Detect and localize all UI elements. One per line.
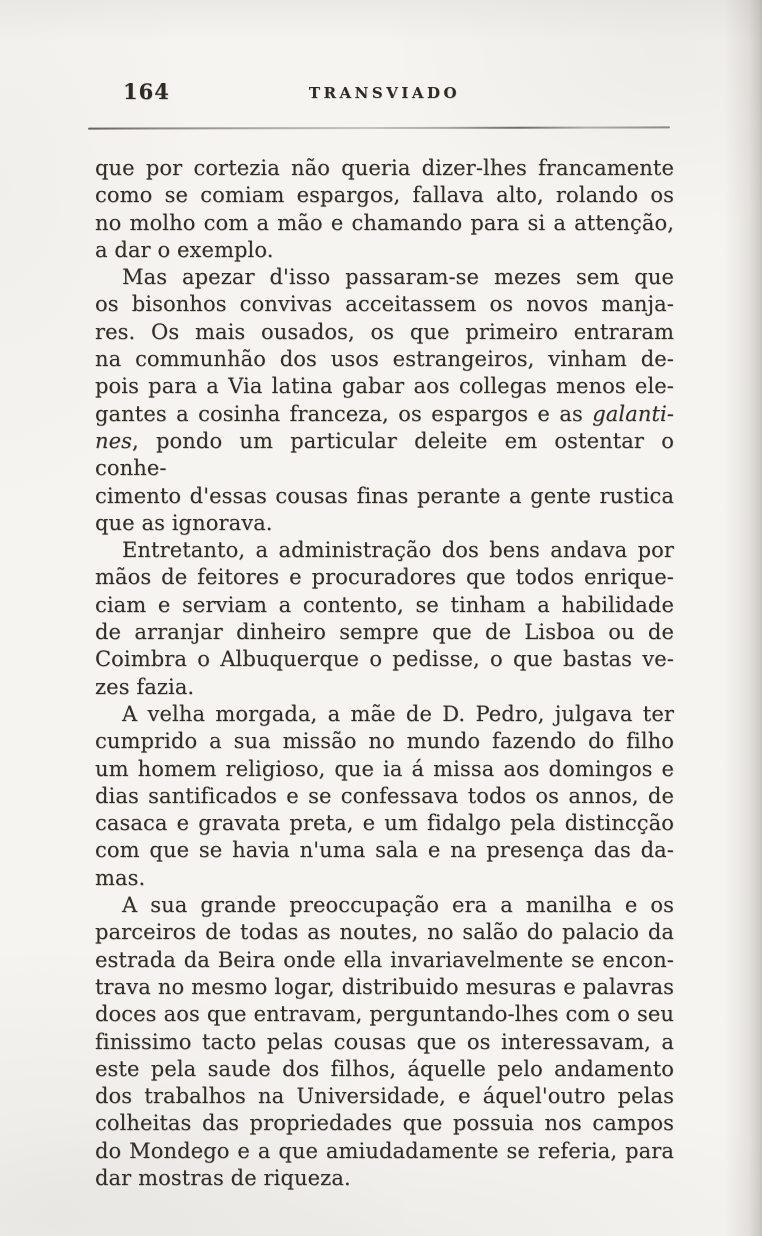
- body-text: um homem religioso, que ia á missa aos domingos e: [95, 756, 674, 781]
- body-text: este pela saude dos filhos, áquelle pelo andamento: [95, 1056, 674, 1081]
- text-line: [95, 892, 674, 919]
- text-line: [95, 510, 674, 537]
- text-line: [95, 947, 674, 974]
- text-line: [95, 783, 674, 810]
- body-text: zes fazia.: [95, 674, 195, 699]
- text-line: [95, 619, 674, 646]
- text-line: [95, 564, 674, 591]
- text-line: [95, 728, 674, 755]
- body-text: dos trabalhos na Universidade, e áquel'outro pelas: [95, 1084, 674, 1109]
- body-text: parceiros de todas as noutes, no salão do palacio da: [95, 920, 674, 945]
- text-line: [95, 237, 674, 264]
- text-line: [95, 291, 674, 318]
- body-text: mas.: [95, 865, 146, 890]
- body-text: res. Os mais ousados, os que primeiro entraram: [95, 319, 674, 344]
- page-header: [95, 76, 674, 104]
- text-line: [95, 756, 674, 783]
- text-line: [95, 346, 674, 373]
- body-text: no molho com a mão e chamando para si a attenção,: [95, 210, 674, 235]
- text-line: [95, 182, 674, 209]
- header-rule-divider: [88, 126, 670, 129]
- body-text: que as ignorava.: [95, 510, 273, 535]
- text-line: [95, 810, 674, 837]
- paragraph: [95, 264, 674, 537]
- text-block: [95, 155, 674, 1192]
- text-line: [95, 646, 674, 673]
- paragraph: [95, 892, 674, 1192]
- text-line: [95, 155, 674, 182]
- body-text: dar mostras de riqueza.: [95, 1165, 351, 1190]
- body-text: Mas apezar d'isso passaram-se mezes sem que: [122, 265, 674, 290]
- body-text: trava no mesmo logar, distribuido mesuras e palavras: [95, 974, 674, 999]
- body-text: com que se havia n'uma sala e na presença das da-: [95, 838, 674, 863]
- paragraph: [95, 701, 674, 892]
- body-text: na communhão dos usos estrangeiros, vinham de-: [95, 347, 674, 372]
- italic-text: galanti-: [592, 401, 674, 426]
- text-line: [95, 1029, 674, 1056]
- running-title: TRANSVIADO: [308, 84, 461, 102]
- body-text: A sua grande preoccupação era a manilha e os: [122, 893, 674, 918]
- body-text: como se comiam espargos, fallava alto, rolando os: [95, 183, 674, 208]
- paragraph: [95, 155, 674, 264]
- text-line: [95, 319, 674, 346]
- italic-text: nes: [95, 428, 133, 453]
- text-line: [95, 401, 674, 428]
- body-text: os bisonhos convivas acceitassem os novos manja-: [95, 292, 674, 317]
- body-text: pois para a Via latina gabar aos collegas menos ele-: [95, 374, 674, 399]
- text-line: [95, 537, 674, 564]
- body-text: dias santificados e se confessava todos os annos, de: [95, 783, 674, 808]
- text-line: [95, 1001, 674, 1028]
- text-line: [95, 1110, 674, 1137]
- body-text: cimento d'essas cousas finas perante a gente rustica: [95, 483, 674, 508]
- body-text: a dar o exemplo.: [95, 237, 274, 262]
- body-text: Coimbra o Albuquerque o pedisse, o que bastas ve-: [95, 647, 674, 672]
- page-number: 164: [123, 79, 170, 104]
- body-text: colheitas das propriedades que possuia nos campos: [95, 1111, 674, 1136]
- body-text: do Mondego e a que amiudadamente se referia, para: [95, 1138, 674, 1163]
- body-text: cumprido a sua missão no mundo fazendo do filho: [95, 729, 674, 754]
- text-line: [95, 592, 674, 619]
- body-text: estrada da Beira onde ella invariavelmente se encon-: [95, 947, 674, 972]
- text-line: [95, 373, 674, 400]
- text-line: [95, 264, 674, 291]
- body-text: Entretanto, a administração dos bens andava por: [122, 538, 674, 563]
- body-text: , pondo um particular deleite em ostentar o conhe-: [95, 428, 674, 481]
- body-text: casaca e gravata preta, e um fidalgo pela distincção: [95, 811, 674, 836]
- text-line: [95, 1083, 674, 1110]
- text-line: [95, 837, 674, 864]
- text-line: [95, 865, 674, 892]
- text-line: [95, 428, 674, 483]
- body-text: doces aos que entravam, perguntando-lhes com o seu: [95, 1002, 674, 1027]
- body-text: que por cortezia não queria dizer-lhes francamente: [95, 156, 674, 180]
- body-text: A velha morgada, a mãe de D. Pedro, julgava ter: [122, 701, 674, 726]
- text-line: [95, 210, 674, 237]
- text-line: [95, 919, 674, 946]
- text-line: [95, 701, 674, 728]
- text-line: [95, 1165, 674, 1192]
- text-line: [95, 974, 674, 1001]
- text-line: [95, 1138, 674, 1165]
- text-line: [95, 483, 674, 510]
- body-text: mãos de feitores e procuradores que todos enrique-: [95, 565, 674, 590]
- text-line: [95, 1056, 674, 1083]
- body-text: de arranjar dinheiro sempre que de Lisboa ou de: [95, 620, 674, 645]
- body-text: gantes a cosinha franceza, os espargos e as: [95, 401, 593, 426]
- body-text: finissimo tacto pelas cousas que os interessavam, a: [95, 1029, 674, 1054]
- paragraph: [95, 537, 674, 701]
- text-line: [95, 674, 674, 701]
- body-text: ciam e serviam a contento, se tinham a habilidade: [95, 592, 674, 617]
